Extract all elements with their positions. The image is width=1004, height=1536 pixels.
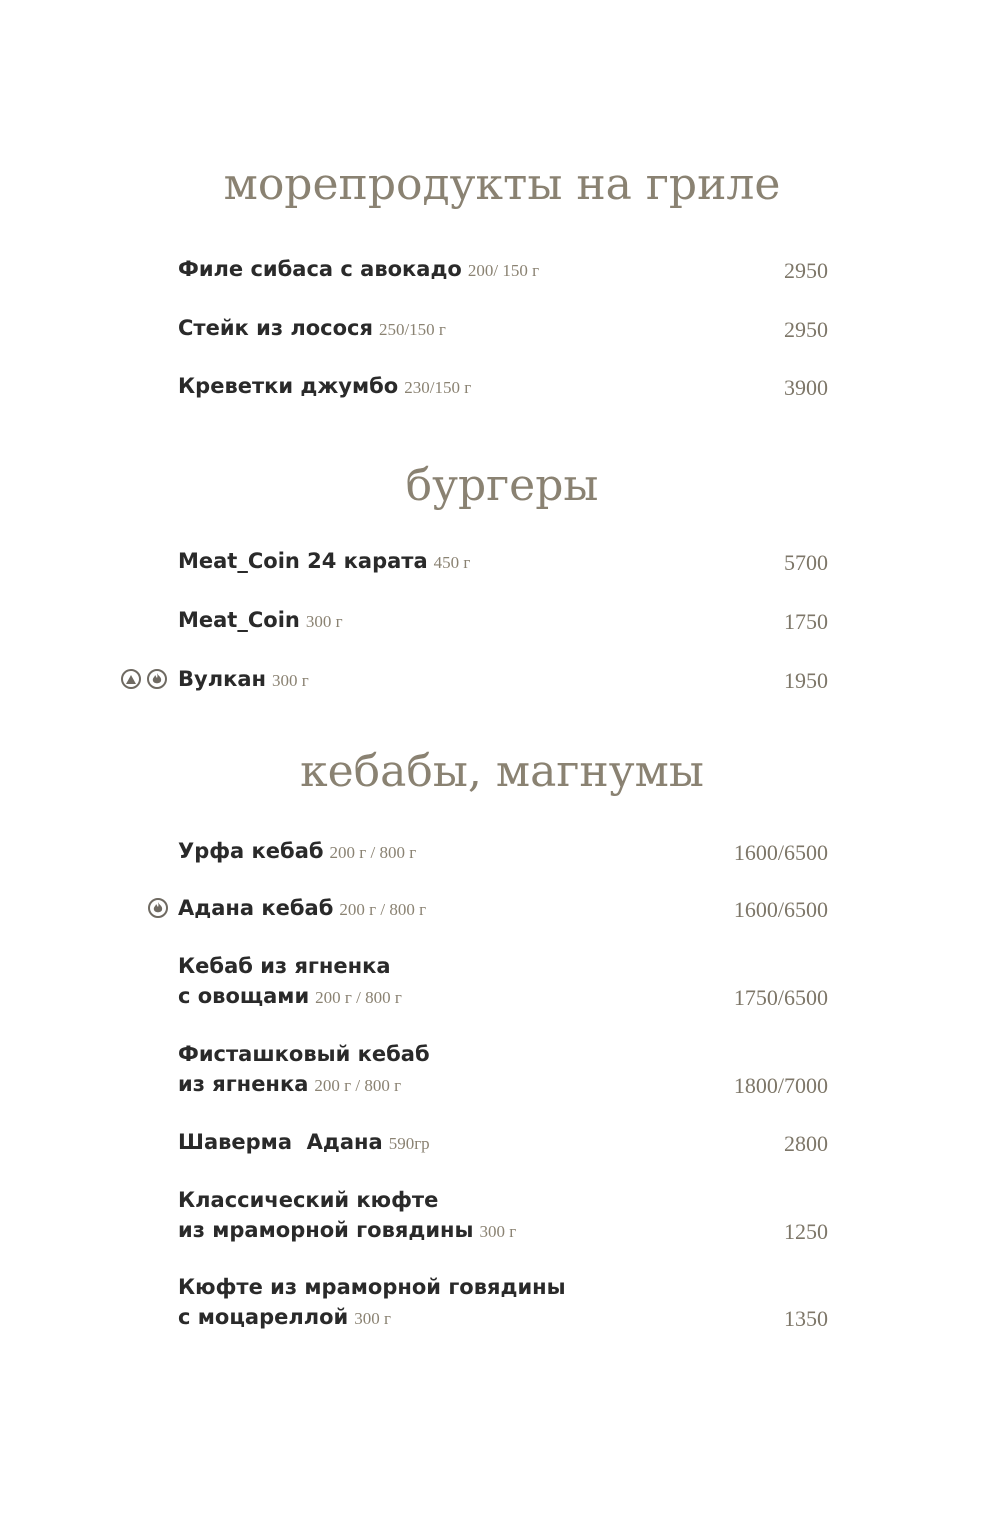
menu-item [178,605,828,637]
item-price: 1600/6500 [733,897,828,922]
item-weight: 300 г [305,612,343,631]
item-weight: 300 г [354,1309,392,1328]
item-name: Шаверма Адана [178,1130,383,1154]
item-price: 3900 [784,375,828,400]
item-price: 2950 [784,258,828,283]
menu-item [178,1185,828,1247]
item-name-line1: Классический кюфте [178,1188,439,1212]
item-weight: 200 г / 800 г [329,843,417,862]
item-weight: 200 г / 800 г [315,988,402,1007]
item-price: 1750 [784,609,828,634]
item-weight: 300 г [272,671,309,690]
dietary-icons [121,669,167,689]
item-name-line1: Кюфте из мраморной говядины [178,1275,566,1299]
item-weight: 200/ 150 г [467,261,540,280]
menu-item [178,254,828,286]
item-name: Вулкан [178,667,267,691]
menu-item [178,1039,828,1101]
item-weight: 200 г / 800 г [314,1076,402,1095]
item-name: Филе сибаса с авокадо [178,257,462,281]
menu-item [178,313,828,345]
item-name-line2: из ягненка [178,1072,309,1096]
item-name-line2: с моцареллой [178,1305,349,1329]
item-weight: 300 г [479,1222,517,1241]
pepper-triangle-icon [121,669,141,689]
item-price: 5700 [784,550,828,575]
menu-item [178,546,828,578]
section-title-seafood: морепродукты на гриле [223,159,781,210]
item-name-line2: из мраморной говядины [178,1218,474,1242]
item-weight: 200 г / 800 г [339,900,427,919]
item-name: Урфа кебаб [178,839,324,863]
menu-item [178,951,828,1013]
item-name-line1: Фисташковый кебаб [178,1042,430,1066]
item-name: Адана кебаб [178,896,334,920]
item-price: 2950 [784,317,828,342]
item-name: Meat_Coin 24 карата [178,549,428,573]
flame-icon [148,898,168,918]
item-price: 1350 [784,1306,828,1331]
item-price: 1800/7000 [733,1073,828,1098]
dietary-icons [148,898,168,918]
item-name: Meat_Coin [178,608,300,632]
item-name: Креветки джумбо [178,374,399,398]
section-title-burgers: бургеры [405,460,599,511]
flame-icon [147,669,167,689]
menu-item [178,893,828,925]
section-title-kebabs: кебабы, магнумы [300,746,704,797]
item-name: Стейк из лосося [178,316,373,340]
item-price: 1750/6500 [733,985,828,1010]
menu-item [178,664,828,696]
menu-item [178,1127,828,1159]
item-weight: 230/150 г [404,378,472,397]
item-weight: 450 г [433,553,471,572]
item-price: 1250 [784,1219,828,1244]
menu-item [178,1272,828,1334]
menu-item [178,371,828,403]
item-name-line2: с овощами [178,984,310,1008]
menu-item [178,836,828,868]
item-name-line1: Кебаб из ягненка [178,954,391,978]
item-price: 2800 [784,1131,828,1156]
item-weight: 590гр [388,1134,430,1153]
item-price: 1600/6500 [733,840,828,865]
item-price: 1950 [784,668,828,693]
item-weight: 250/150 г [378,320,446,339]
